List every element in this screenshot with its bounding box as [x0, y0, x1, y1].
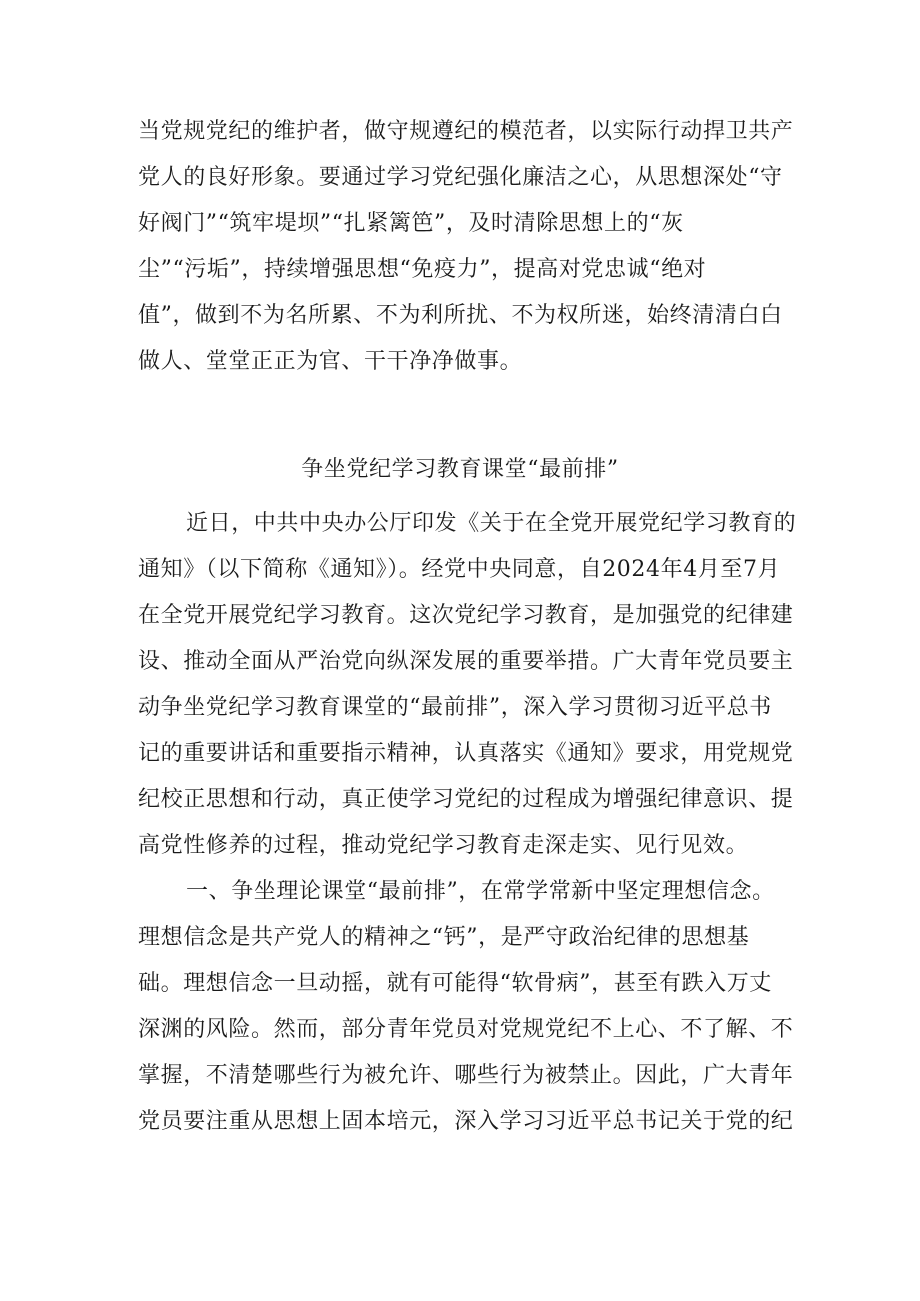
text-line: 深渊的风险。然而，部分青年党员对党规党纪不上心、不了解、不 — [138, 1017, 794, 1042]
text-line: 尘”“污垢”，持续增强思想“免疫力”，提高对党忠诚“绝对 — [138, 257, 707, 282]
section-title: 争坐党纪学习教育课堂“最前排” — [301, 457, 619, 482]
text-line: 通知》（以下简称《通知》）。经党中央同意，自2024年4月至7月 — [138, 557, 781, 582]
text-line: 近日，中共中央办公厅印发《关于在全党开展党纪学习教育的 — [186, 511, 797, 536]
text-line: 在全党开展党纪学习教育。这次党纪学习教育，是加强党的纪律建 — [138, 603, 794, 628]
text-line: 动争坐党纪学习教育课堂的“最前排”，深入学习贯彻习近平总书 — [138, 695, 772, 720]
text-line: 值”，做到不为名所累、不为利所扰、不为权所迷，始终清清白白 — [138, 303, 783, 328]
text-line: 理想信念是共产党人的精神之“钙”，是严守政治纪律的思想基 — [138, 925, 750, 950]
text-line: 当党规党纪的维护者，做守规遵纪的模范者，以实际行动捍卫共产 — [138, 119, 794, 144]
text-line: 党人的良好形象。要通过学习党纪强化廉洁之心，从思想深处“守 — [138, 165, 783, 190]
text-line: 党员要注重从思想上固本培元，深入学习习近平总书记关于党的纪 — [138, 1109, 794, 1134]
text-line: 纪校正思想和行动，真正使学习党纪的过程成为增强纪律意识、提 — [138, 787, 794, 812]
text-line: 好阀门”“筑牢堤坝”“扎紧篱笆”，及时清除思想上的“灰 — [138, 211, 684, 236]
text-line: 掌握，不清楚哪些行为被允许、哪些行为被禁止。因此，广大青年 — [138, 1063, 794, 1088]
text-line: 记的重要讲话和重要指示精神，认真落实《通知》要求，用党规党 — [138, 741, 794, 766]
text-line: 设、推动全面从严治党向纵深发展的重要举措。广大青年党员要主 — [138, 649, 794, 674]
text-line: 础。理想信念一旦动摇，就有可能得“软骨病”，甚至有跌入万丈 — [138, 971, 772, 996]
text-line: 一、争坐理论课堂“最前排”，在常学常新中坚定理想信念。 — [186, 879, 775, 904]
text-line: 高党性修养的过程，推动党纪学习教育走深走实、见行见效。 — [138, 833, 749, 858]
text-line: 做人、堂堂正正为官、干干净净做事。 — [138, 349, 523, 374]
